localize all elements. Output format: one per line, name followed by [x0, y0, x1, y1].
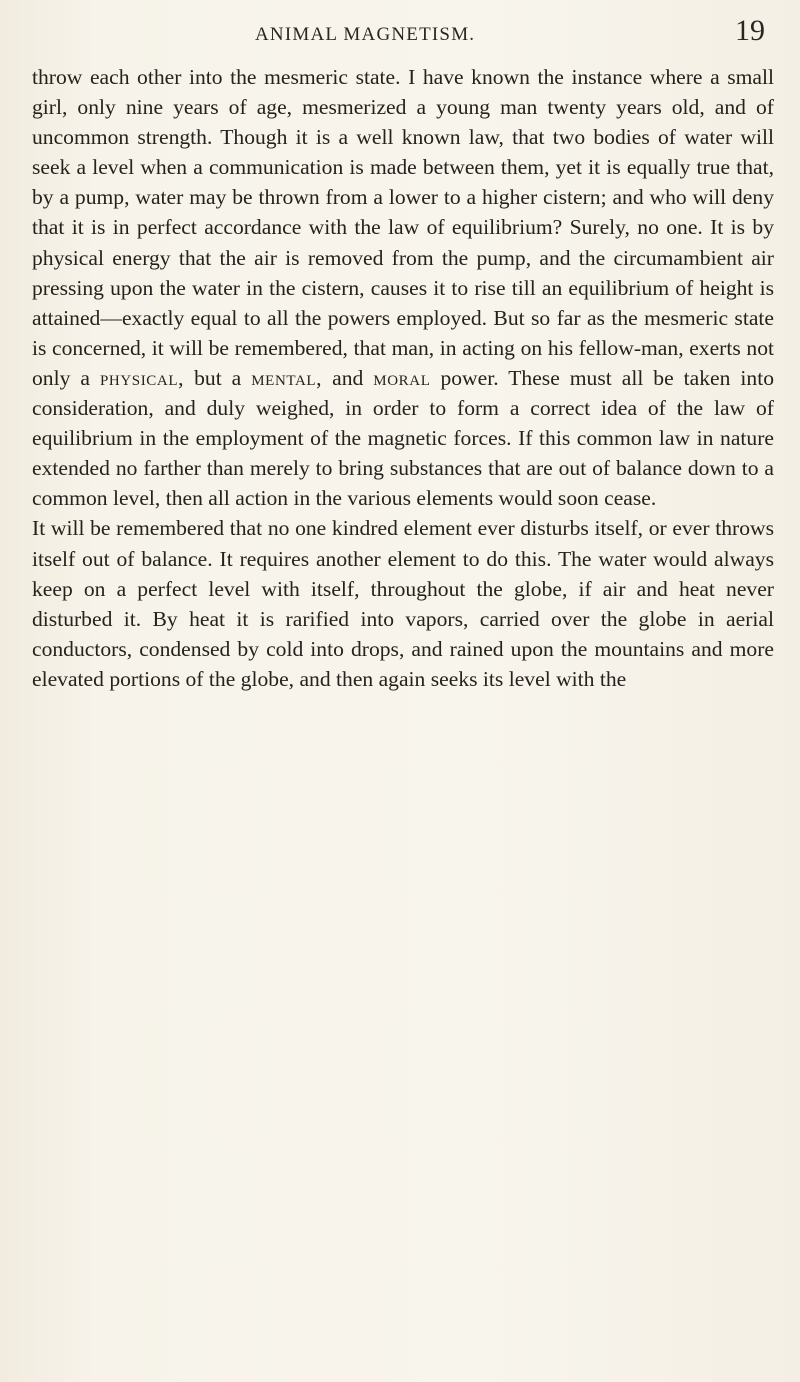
paragraph-1 [32, 62, 774, 513]
small-caps-moral: moral [373, 365, 431, 390]
text-and: and [332, 365, 364, 390]
text-but-a: but a [194, 365, 242, 390]
page-number: 19 [735, 14, 765, 47]
paragraph-1-text-b: power. These must all be taken into consideration, and duly weighed, in order to form a correct idea of the law of equilibrium in the employment of the magnetic forces. If this common law in nature extended no farther than merely to bring substances that are out of balance down to a common level, then all action in the various elements would soon cease. [32, 365, 774, 511]
paragraph-2: It will be remembered that no one kindred element ever disturbs itself, or ever throws itself out of balance. It requires another element to do this. The water would always keep on a perfect level with itself, throughout the globe, if air and heat never disturbed it. By heat it is rarified into vapors, carried over the globe in aerial conductors, condensed by cold into drops, and rained upon the mountains and more elevated portions of the globe, and then again seeks its level with the [32, 516, 774, 691]
body-text [32, 62, 774, 694]
running-title: ANIMAL MAGNETISM. [255, 24, 476, 45]
page-header [0, 14, 800, 48]
paragraph-1-text-a: throw each other into the mesmeric state. I have known the instance where a small girl, only nine years of age, mesmerized a young man twenty years old, and of uncommon strength. Though it is a well known law, that two bodies of water will seek a level when a communication is made between them, yet it is equally true that, by a pump, water may be thrown from a lower to a higher cistern; and who will deny that it is in perfect accordance with the law of equilibrium? Surely, no one. It is by physical energy that the air is removed from the pump, and the circumambient air pressing upon the water in the cistern, causes it to rise till an equilibrium of height is attained—exactly equal to all the powers employed. But so far as the mesmeric state is concerned, it will be remembered, that man, in acting on his fellow-man, exerts not only a [32, 65, 774, 390]
small-caps-physical: physical, [99, 365, 185, 390]
small-caps-mental: mental, [251, 365, 323, 390]
